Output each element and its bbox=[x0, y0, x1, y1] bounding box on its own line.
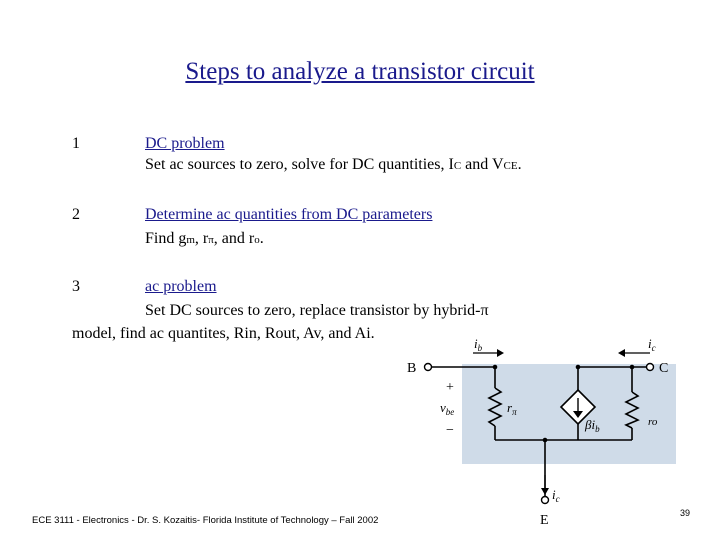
footer-text: ECE 3111 - Electronics - Dr. S. Kozaitis- Florida Institute of Technology – Fall 2002 bbox=[32, 515, 379, 526]
label-plus: + bbox=[446, 380, 454, 395]
label-minus: − bbox=[446, 423, 454, 438]
label-e: E bbox=[540, 513, 549, 528]
junction-dot bbox=[630, 365, 635, 370]
step-2-number: 2 bbox=[72, 206, 80, 223]
terminal-c bbox=[647, 364, 654, 371]
label-beta-ib: $\beta i_b$ bbox=[585, 417, 600, 434]
step-3-number: 3 bbox=[72, 278, 80, 295]
label-ie: $i_c$ bbox=[552, 487, 560, 504]
hybrid-pi-circuit bbox=[400, 328, 690, 528]
ie-arrow-head bbox=[541, 488, 549, 495]
label-rpi: $r_\pi$ bbox=[507, 400, 517, 417]
label-ro: ro bbox=[648, 416, 658, 428]
junction-dot bbox=[543, 438, 548, 443]
terminal-e bbox=[542, 497, 549, 504]
junction-dot bbox=[493, 365, 498, 370]
step-3-line-1: Set DC sources to zero, replace transistor by hybrid-π bbox=[145, 302, 489, 319]
step-3-line-2: model, find ac quantites, Rin, Rout, Av, and Ai. bbox=[72, 325, 375, 342]
ib-arrow-head bbox=[497, 349, 504, 357]
terminal-b bbox=[425, 364, 432, 371]
step-2-heading[interactable]: Determine ac quantities from DC parameters bbox=[145, 206, 433, 223]
step-1-number: 1 bbox=[72, 135, 80, 152]
page-number: 39 bbox=[680, 508, 691, 518]
step-1-description: Set ac sources to zero, solve for DC quantities, IC and VCE. bbox=[145, 156, 522, 173]
junction-dot bbox=[576, 365, 581, 370]
label-ib: $i_b$ bbox=[474, 336, 483, 353]
label-ic: $i_c$ bbox=[648, 336, 656, 353]
step-3-heading[interactable]: ac problem bbox=[145, 278, 217, 295]
step-2-description: Find gm, rπ, and ro. bbox=[145, 230, 264, 247]
label-c: C bbox=[659, 361, 669, 376]
label-b: B bbox=[407, 361, 417, 376]
label-vbe: $v_{be}$ bbox=[440, 400, 455, 417]
ic-arrow-head bbox=[618, 349, 625, 357]
page-title: Steps to analyze a transistor circuit bbox=[185, 58, 535, 85]
step-1-heading[interactable]: DC problem bbox=[145, 135, 225, 152]
